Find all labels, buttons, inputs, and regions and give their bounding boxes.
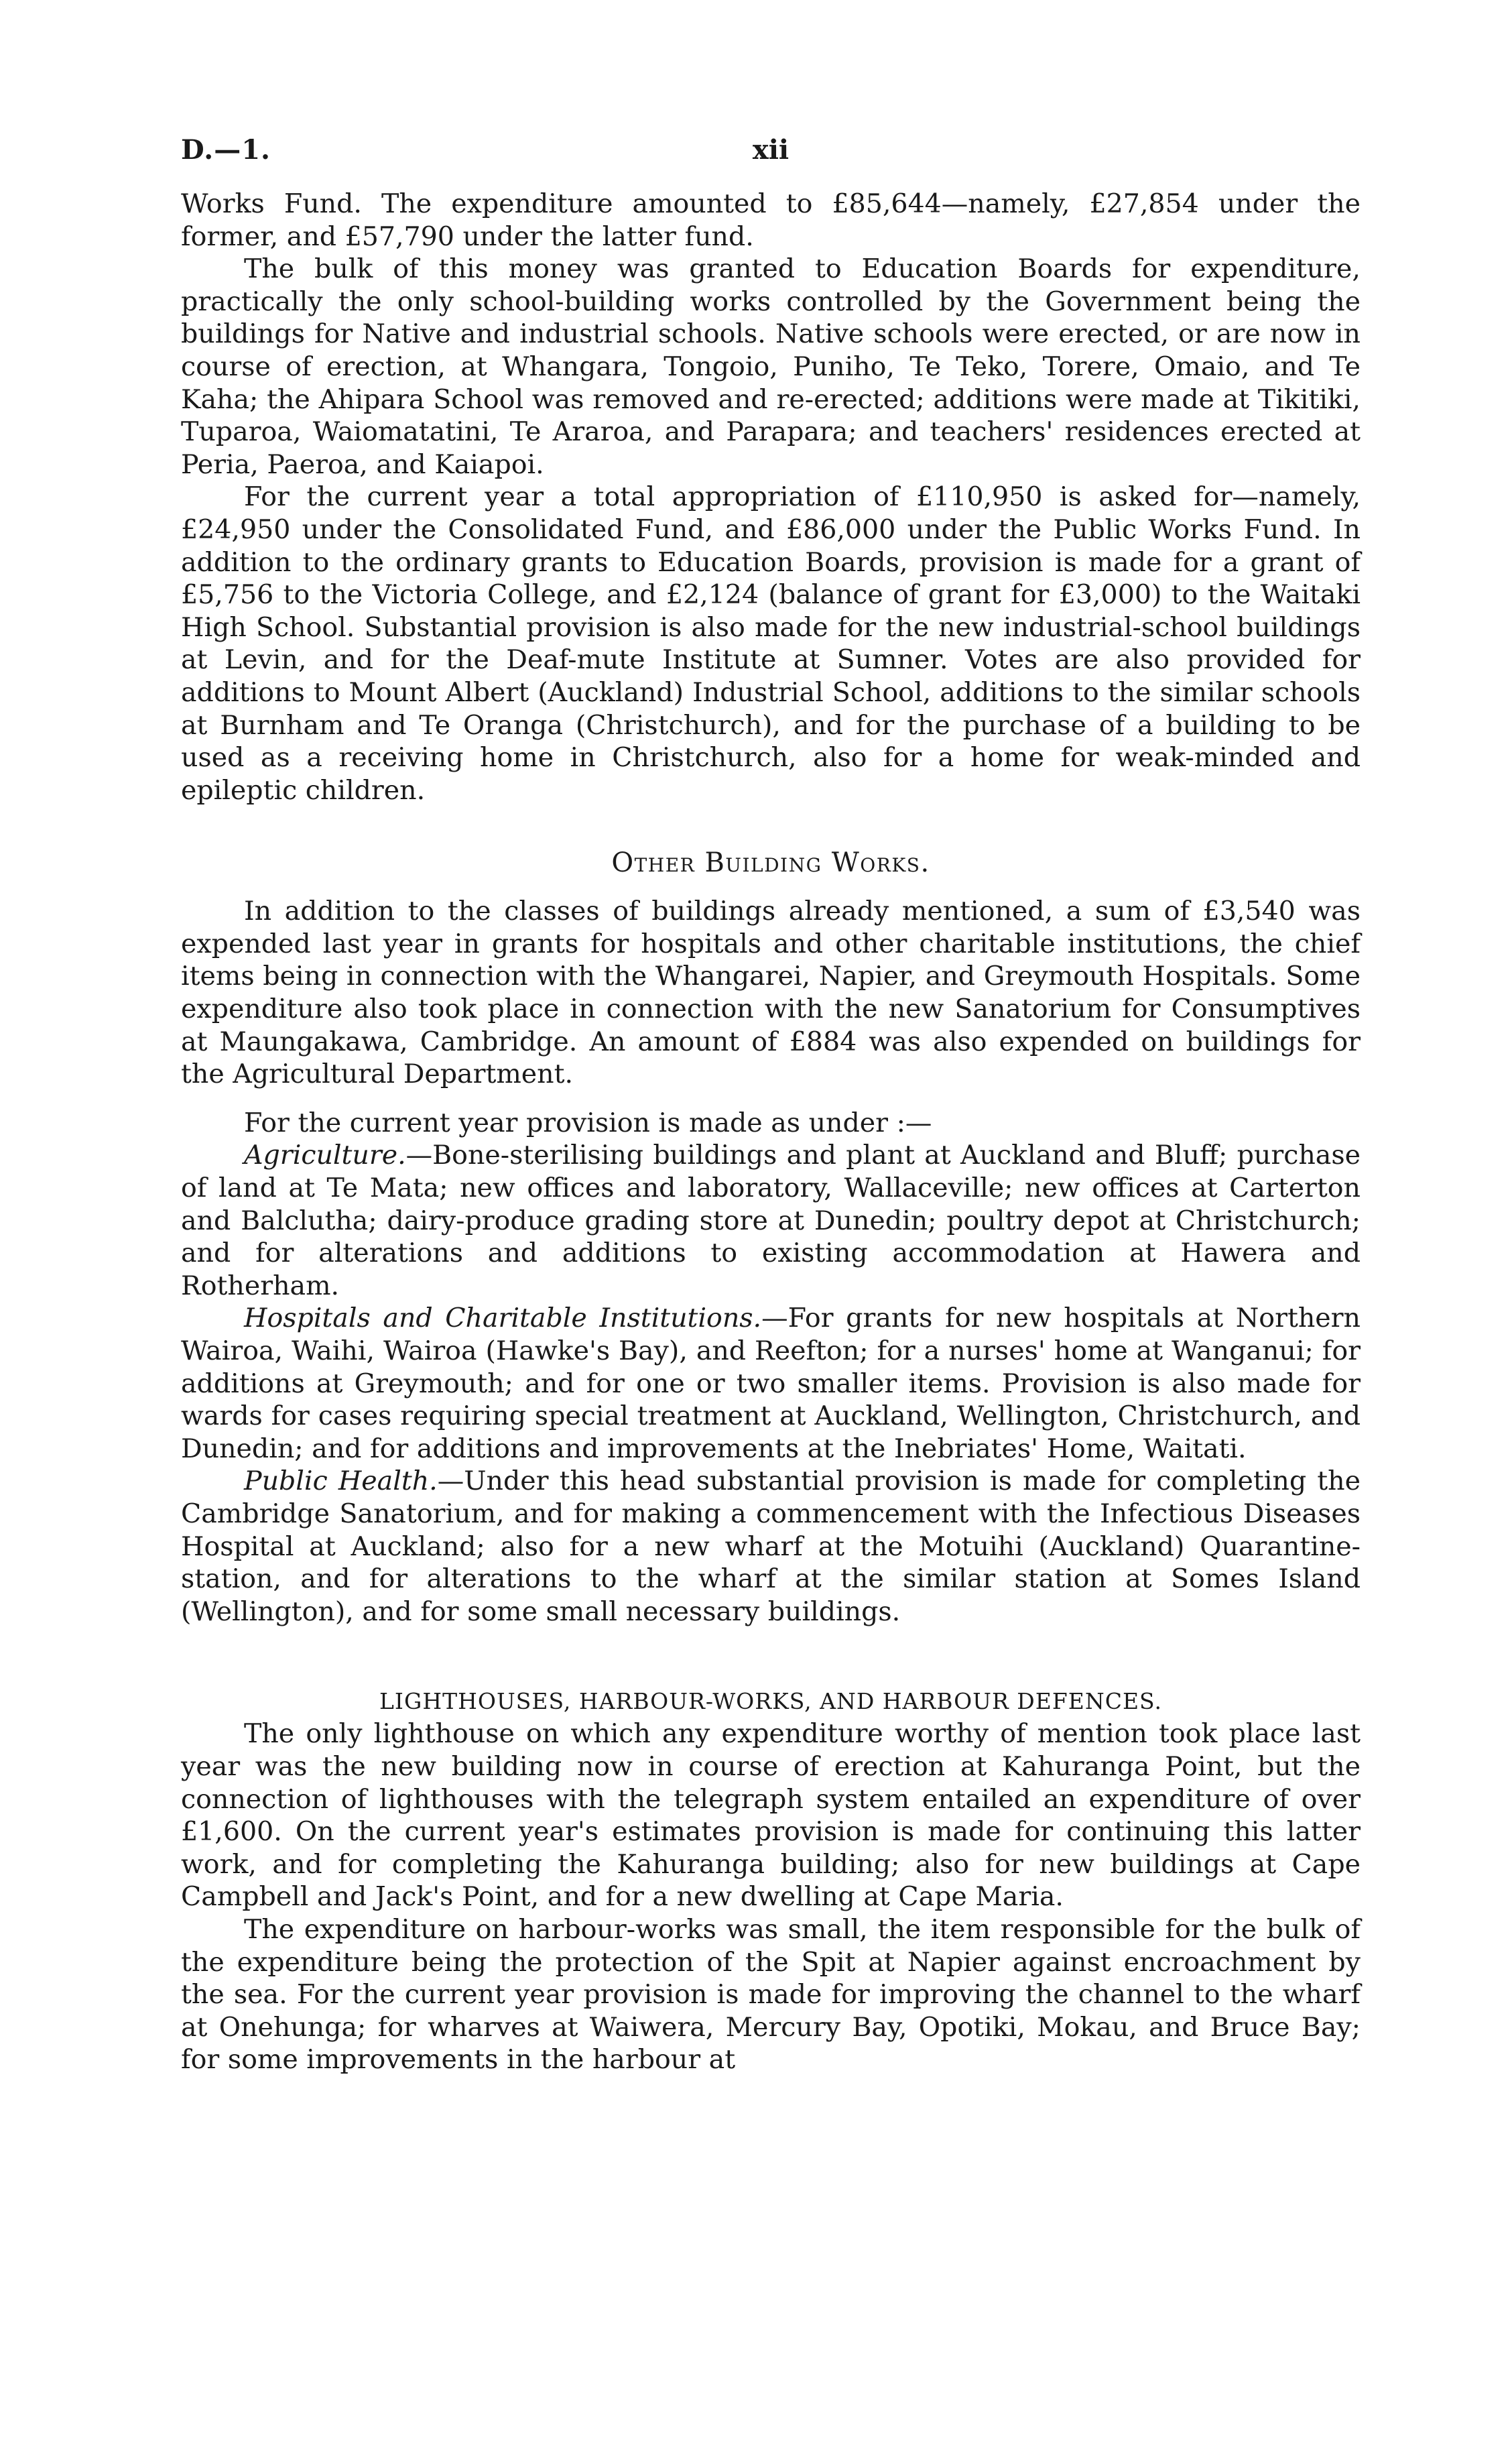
item-heading: Agriculture. bbox=[244, 1140, 406, 1171]
list-item-public-health bbox=[181, 1465, 1361, 1628]
document-page bbox=[181, 134, 1361, 2076]
document-reference: D.—1. bbox=[181, 134, 271, 166]
item-text: —For grants for new hospitals at Northern Wairoa, Waihi, Wairoa (Hawke's Bay), and Reefton; for a nurses' home at Wanganui; for additions at Greymouth; and for one or two smaller items. Provision is also made for wards for cases requiring special treatment at Auckland, Wellington, Christchurch, and Dunedin; and for additions and improvements at the Inebriates' Home, Waitati. bbox=[181, 1303, 1361, 1464]
paragraph: The bulk of this money was granted to Education Boards for expenditure, practically the only school-building works controlled by the Government being the buildings for Native and industrial schools. Native schools were erected, or are now in course of erection, at Whangara, Tongoio, Puniho, Te Teko, Torere, Omaio, and Te Kaha; the Ahipara School was removed and re-erected; additions were made at Tikitiki, Tuparoa, Waiomatatini, Te Araroa, and Parapara; and teachers' residences erected at Peria, Paeroa, and Kaiapoi. bbox=[181, 253, 1361, 480]
item-heading: Public Health. bbox=[244, 1466, 438, 1497]
section-heading-lighthouses: LIGHTHOUSES, HARBOUR-WORKS, AND HARBOUR DEFENCES. bbox=[379, 1688, 1162, 1715]
list-item-hospitals bbox=[181, 1302, 1361, 1465]
paragraph: The only lighthouse on which any expenditure worthy of mention took place last year was the new building now in course of erection at Kahuranga Point, but the connection of lighthouses with the telegraph system entailed an expenditure of over £1,600. On the current year's estimates provision is made for continuing this latter work, and for completing the Kahuranga building; also for new buildings at Cape Campbell and Jack's Point, and for a new dwelling at Cape Maria. bbox=[181, 1718, 1361, 1913]
page-header bbox=[181, 134, 1361, 188]
item-text: —Under this head substantial provision is made for completing the Cambridge Sanatorium, and for making a commencement with the Infectious Diseases Hospital at Auckland; also for a new wharf at the Motuihi (Auckland) Quarantine-station, and for alterations to the wharf at the similar station at Somes Island (Wellington), and for some small necessary buildings. bbox=[181, 1466, 1361, 1627]
item-text: —Bone-sterilising buildings and plant at Auckland and Bluff; purchase of land at Te Mata; new offices and laboratory, Wallaceville; new offices at Carterton and Balclutha; dairy-produce grading store at Dunedin; poultry depot at Christchurch; and for alterations and additions to existing accommodation at Hawera and Rotherham. bbox=[181, 1140, 1361, 1301]
paragraph: For the current year a total appropriation of £110,950 is asked for—namely, £24,950 under the Consolidated Fund, and £86,000 under the Public Works Fund. In addition to the ordinary grants to Education Boards, provision is made for a grant of £5,756 to the Victoria College, and £2,124 (balance of grant for £3,000) to the Waitaki High School. Substantial provision is also made for the new industrial-school buildings at Levin, and for the Deaf-mute Institute at Sumner. Votes are also provided for additions to Mount Albert (Auckland) Industrial School, additions to the similar schools at Burnham and Te Oranga (Christchurch), and for the purchase of a building to be used as a receiving home in Christchurch, also for a home for weak-minded and epileptic children. bbox=[181, 481, 1361, 806]
paragraph: The expenditure on harbour-works was small, the item responsible for the bulk of the expenditure being the protection of the Spit at Napier against encroachment by the sea. For the current year provision is made for improving the channel to the wharf at Onehunga; for wharves at Waiwera, Mercury Bay, Opotiki, Mokau, and Bruce Bay; for some improvements in the harbour at bbox=[181, 1913, 1361, 2076]
page-number: xii bbox=[752, 134, 790, 166]
lighthouses-section bbox=[181, 1718, 1361, 2076]
paragraph: In addition to the classes of buildings already mentioned, a sum of £3,540 was expended last year in grants for hospitals and other charitable institutions, the chief items being in connection with the Whangarei, Napier, and Greymouth Hospitals. Some expenditure also took place in connection with the new Sanatorium for Consumptives at Maungakawa, Cambridge. An amount of £884 was also expended on buildings for the Agricultural Department. bbox=[181, 896, 1361, 1090]
paragraph: For the current year provision is made as under :— bbox=[244, 1107, 932, 1138]
section-heading-other-building-works: Other Building Works. bbox=[611, 847, 930, 879]
paragraph-continuation: Works Fund. The expenditure amounted to £85,644—namely, £27,854 under the former, and £57,790 under the latter fund. bbox=[181, 188, 1361, 252]
education-section bbox=[181, 188, 1361, 807]
item-heading: Hospitals and Charitable Institutions. bbox=[244, 1303, 762, 1334]
list-item-agriculture bbox=[181, 1139, 1361, 1302]
other-building-works-section bbox=[181, 895, 1361, 1628]
